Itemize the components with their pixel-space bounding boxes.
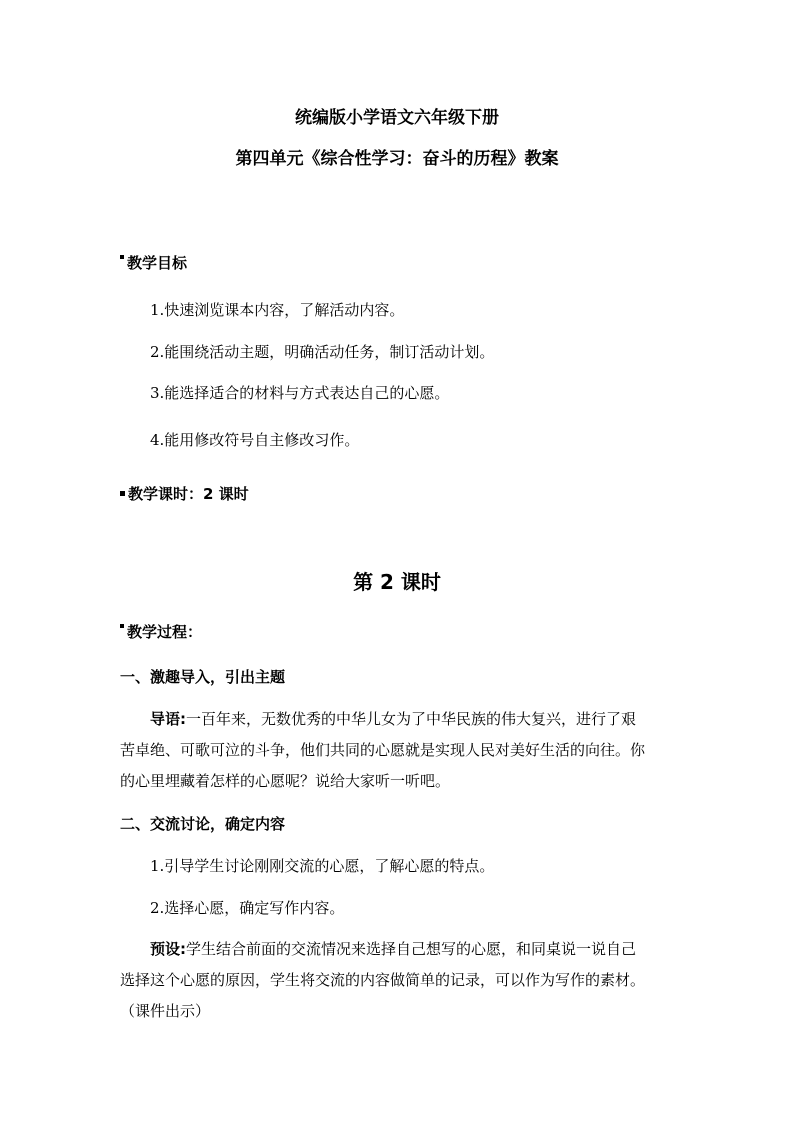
preset-paragraph xyxy=(120,934,686,1027)
intro-line: 一百年来，无数优秀的中华儿女为了中华民族的伟大复兴，进行了艰 xyxy=(186,710,637,728)
goals-heading xyxy=(120,253,187,273)
intro-line: 的心里埋藏着怎样的心愿呢？说给大家听一听吧。 xyxy=(120,772,451,790)
goal-item: 4.能用修改符号自主修改习作。 xyxy=(150,431,360,449)
preset-line: 学生结合前面的交流情况来选择自己想写的心愿，和同桌说一说自己 xyxy=(186,940,637,958)
lesson-title: 第 2 课时 xyxy=(353,570,441,594)
section-title: 二、交流讨论，确定内容 xyxy=(120,815,286,833)
hours-heading xyxy=(120,484,249,504)
document-title-line1: 统编版小学语文六年级下册 xyxy=(295,108,499,128)
goal-item: 1.快速浏览课本内容，了解活动内容。 xyxy=(150,301,405,319)
process-heading-text: 教学过程： xyxy=(127,623,203,641)
intro-lead: 导语: xyxy=(150,710,186,728)
bullet-icon xyxy=(120,624,124,628)
hours-heading-text: 教学课时：2 课时 xyxy=(128,485,249,503)
bullet-icon xyxy=(120,491,125,496)
bullet-icon xyxy=(120,255,124,259)
section2-item: 1.引导学生讨论刚刚交流的心愿，了解心愿的特点。 xyxy=(150,857,495,875)
paragraph-line xyxy=(120,704,686,735)
intro-line: 苦卓绝、可歌可泣的斗争，他们共同的心愿就是实现人民对美好生活的向往。你 xyxy=(120,741,646,759)
section-title: 一、激趣导入，引出主题 xyxy=(120,668,286,686)
document-title-line2: 第四单元《综合性学习：奋斗的历程》教案 xyxy=(235,149,559,169)
goal-item: 2.能围绕活动主题，明确活动任务，制订活动计划。 xyxy=(150,343,495,361)
goals-heading-text: 教学目标 xyxy=(127,254,188,272)
intro-paragraph xyxy=(120,704,686,797)
section2-item: 2.选择心愿，确定写作内容。 xyxy=(150,899,345,917)
preset-line: 选择这个心愿的原因，学生将交流的内容做简单的记录，可以作为写作的素材。 xyxy=(120,971,646,989)
goal-item: 3.能选择适合的材料与方式表达自己的心愿。 xyxy=(150,384,450,402)
preset-lead: 预设: xyxy=(150,940,186,958)
preset-line: （课件出示） xyxy=(120,1002,211,1020)
process-heading xyxy=(120,622,202,642)
paragraph-line xyxy=(120,934,686,965)
